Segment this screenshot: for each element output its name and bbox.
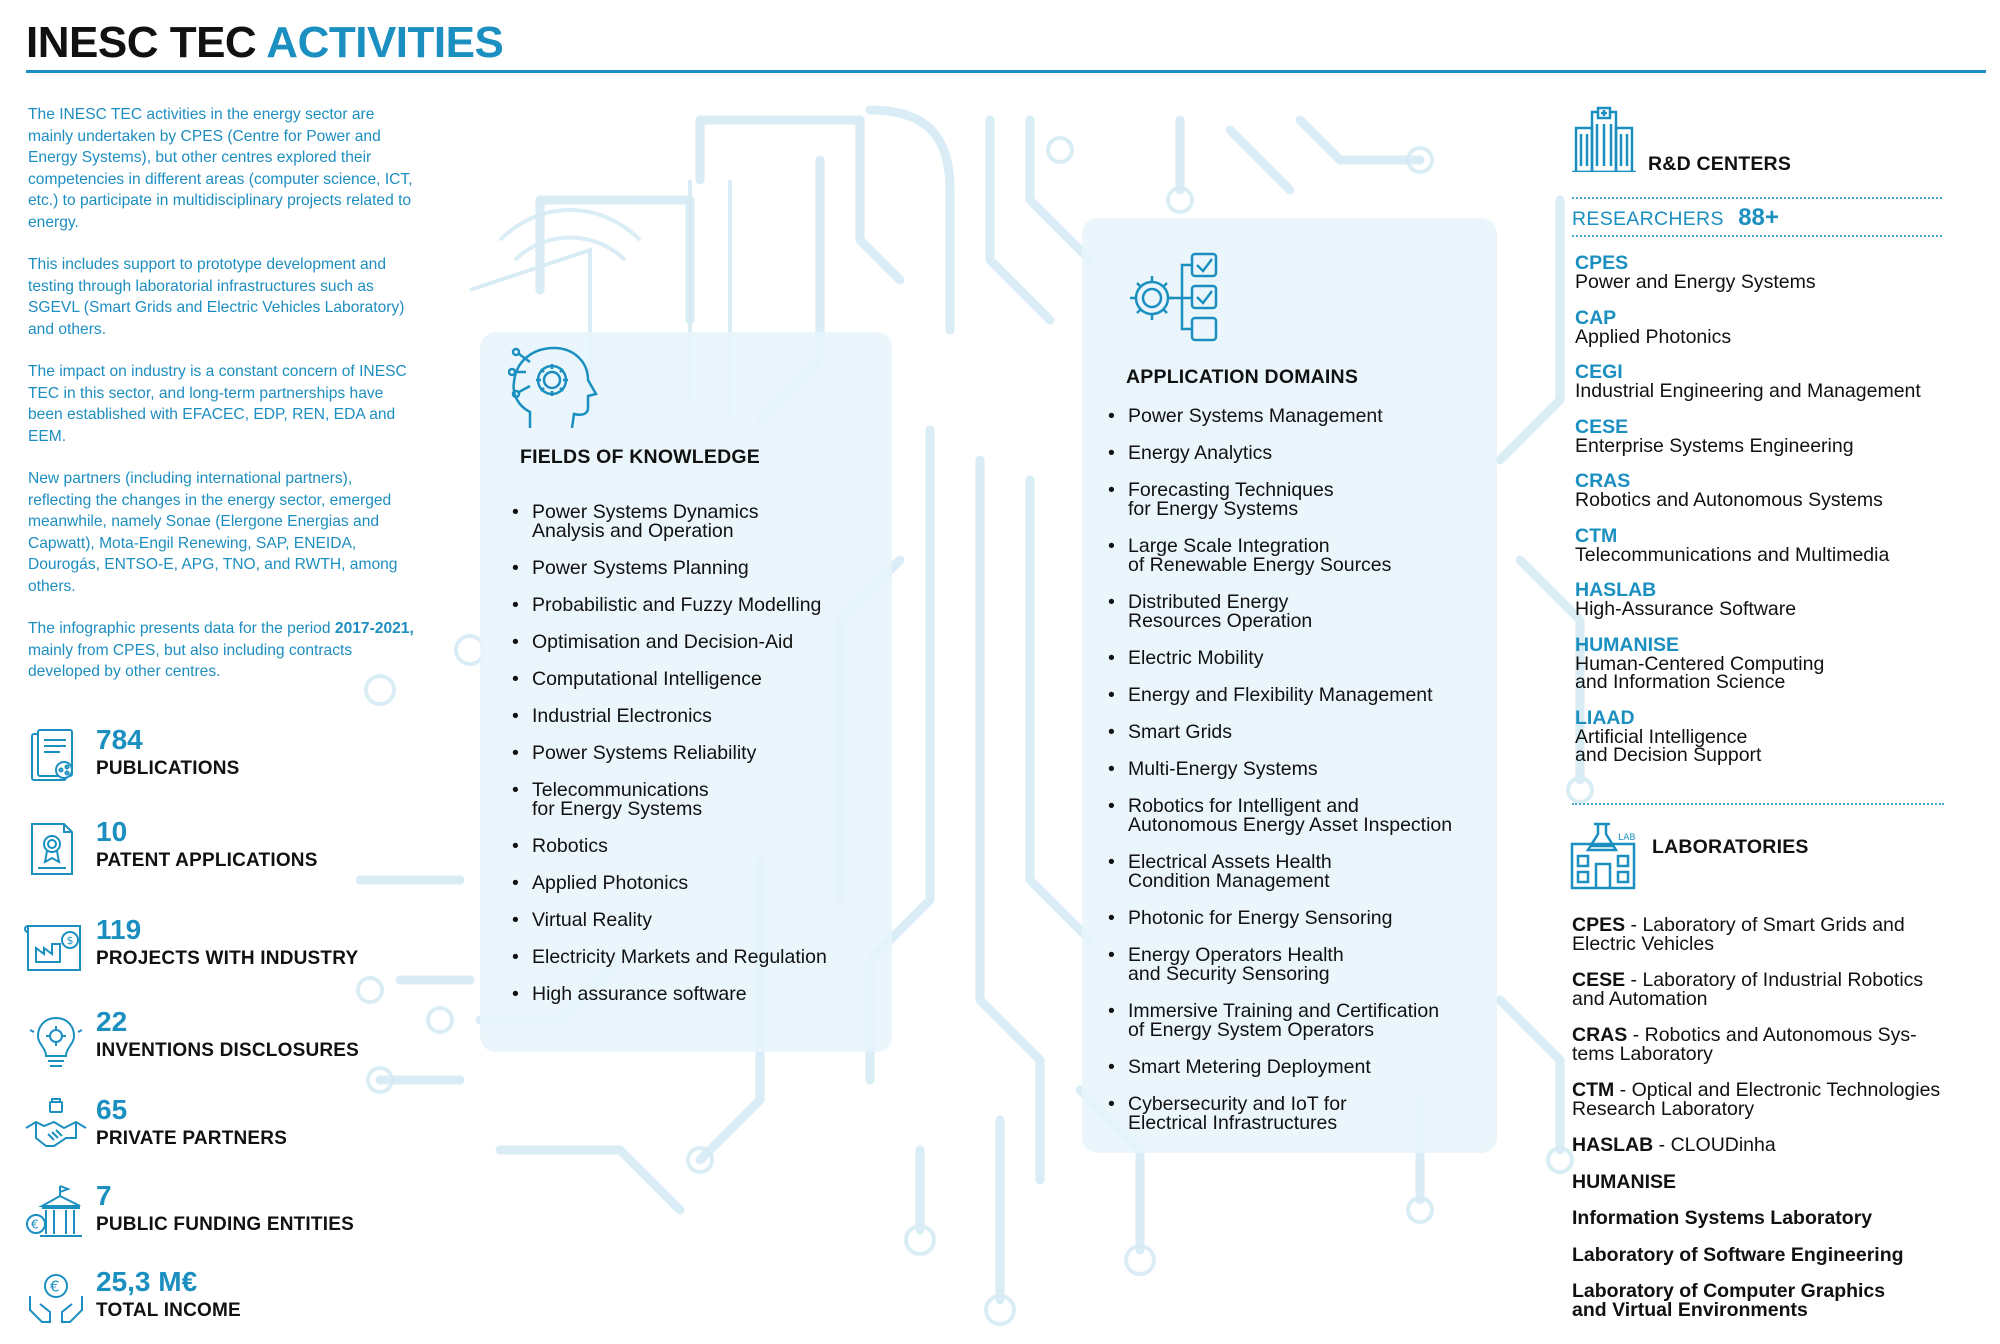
list-item-line: for Energy Systems: [532, 798, 703, 820]
center-item: [1575, 254, 1975, 292]
list-item: [512, 559, 882, 578]
centers-list: [1575, 254, 1975, 782]
list-item-line: • Smart Grids: [1128, 721, 1233, 743]
lab-abbr: HASLAB: [1572, 1134, 1654, 1156]
stat-value: 7: [96, 1180, 112, 1211]
list-item: [512, 781, 882, 819]
list-item: [512, 596, 882, 615]
list-item-line: Condition Management: [1128, 870, 1330, 892]
lab-abbr: CRAS: [1572, 1024, 1628, 1046]
list-item: [1108, 407, 1508, 426]
list-item-line: and Security Sensoring: [1128, 963, 1330, 985]
labs-heading: LABORATORIES: [1652, 836, 1809, 858]
center-abbr: CTM: [1575, 524, 1618, 547]
stat-label: PUBLIC FUNDING ENTITIES: [96, 1214, 354, 1235]
list-item: [1108, 1058, 1508, 1077]
intro-p5-pre: The infographic presents data for the period: [28, 620, 331, 637]
center-name: and Information Science: [1575, 671, 1786, 693]
lab-item: [1572, 1170, 1992, 1193]
list-item-line: • Optimisation and Decision-Aid: [532, 631, 794, 653]
list-item-line: • Probabilistic and Fuzzy Modelling: [532, 594, 822, 616]
center-abbr: CAP: [1575, 306, 1617, 329]
svg-text:€: €: [50, 1277, 60, 1296]
list-item: [512, 948, 882, 967]
list-item-line: • Energy Analytics: [1128, 442, 1273, 464]
title-part-1: INESC TEC: [26, 18, 257, 67]
list-item-line: • Immersive Training and Certification: [1128, 1000, 1440, 1022]
list-item-line: Analysis and Operation: [532, 520, 734, 542]
center-name: Industrial Engineering and Management: [1575, 380, 1921, 402]
lab-item: [1572, 1081, 1992, 1118]
list-item: [1108, 909, 1508, 928]
lab-item: [1572, 971, 1992, 1008]
lab-flask-icon: [1570, 820, 1642, 890]
list-item-line: • Applied Photonics: [532, 872, 689, 894]
center-item: [1575, 706, 1975, 766]
lab-text: Research Laboratory: [1572, 1097, 1755, 1120]
list-item-line: • Smart Metering Deployment: [1128, 1056, 1371, 1078]
handshake-icon: [24, 1098, 88, 1158]
fields-heading: FIELDS OF KNOWLEDGE: [520, 446, 760, 468]
intro-paragraph-5: [28, 618, 418, 683]
lab-abbr: CTM: [1572, 1079, 1615, 1101]
list-item: [1108, 760, 1508, 779]
intro-paragraph-3: The impact on industry is a constant concern of INESC TEC in this sector, and long-term partnerships have been established with EFACEC, EDP, REN, EDA and EEM.: [28, 363, 407, 445]
rd-building-icon: [1572, 106, 1636, 172]
list-item-line: • Multi-Energy Systems: [1128, 758, 1318, 780]
stat-total-income: [24, 1266, 444, 1332]
center-name: Telecommunications and Multimedia: [1575, 543, 1890, 566]
lab-separator: -: [1653, 1134, 1671, 1156]
lab-abbr: CPES: [1572, 914, 1626, 936]
lab-item: [1572, 916, 1992, 953]
stat-label: PROJECTS WITH INDUSTRY: [96, 948, 359, 969]
center-name: High-Assurance Software: [1575, 598, 1797, 620]
stat-publications: [24, 724, 444, 790]
center-abbr: CPES: [1575, 252, 1629, 274]
intro-paragraph-4: New partners (including international partners), reflecting the changes in the energy sector, emerged meanwhile, namely Sonae (Elergone Energias and Capwatt), Mota-Engil Renewing, SAP, ENEIDA, Dourogás, ENTSO-E, APG, TNO, and RWTH, among others.: [28, 470, 398, 595]
list-item-line: • Forecasting Techniques: [1128, 479, 1334, 501]
gear-checklist-icon: [1124, 250, 1226, 350]
center-item: [1575, 633, 1975, 693]
lab-separator: -: [1627, 1024, 1645, 1046]
stat-value: 119: [96, 914, 142, 945]
list-item-line: • Power Systems Planning: [532, 557, 749, 579]
centers-heading: R&D CENTERS: [1648, 153, 1792, 175]
stat-value: 25,3 M€: [96, 1266, 198, 1297]
domains-heading: APPLICATION DOMAINS: [1126, 366, 1359, 388]
list-item-line: • Energy and Flexibility Management: [1128, 684, 1433, 706]
lab-separator: -: [1625, 969, 1643, 991]
lab-text: Laboratory of Software Engineering: [1572, 1243, 1904, 1266]
industry-projects-icon: [24, 918, 88, 978]
domains-list: [1108, 407, 1508, 1151]
svg-text:€: €: [31, 1217, 39, 1232]
stat-private-partners: [24, 1094, 444, 1160]
lab-text: CLOUDinha: [1670, 1134, 1776, 1156]
list-item-line: Electrical Infrastructures: [1128, 1112, 1338, 1134]
list-item-line: • Photonic for Energy Sensoring: [1128, 907, 1393, 929]
stat-value: 784: [96, 724, 143, 755]
list-item: [512, 670, 882, 689]
stat-public-funding: [24, 1180, 444, 1246]
stat-label: INVENTIONS DISCLOSURES: [96, 1040, 360, 1061]
lab-abbr: CESE: [1572, 969, 1626, 991]
list-item: [1108, 649, 1508, 668]
center-abbr: LIAAD: [1575, 706, 1635, 729]
intro-p5-period: 2017-2021,: [334, 620, 414, 637]
labs-divider: [1572, 803, 1944, 805]
center-abbr: CRAS: [1575, 470, 1631, 492]
stat-label: TOTAL INCOME: [96, 1300, 241, 1321]
svg-text:$: $: [66, 934, 74, 947]
stat-label: PUBLICATIONS: [96, 758, 240, 779]
stat-industry-projects: [24, 914, 444, 980]
stat-label: PATENT APPLICATIONS: [96, 850, 318, 871]
intro-p5-post: mainly from CPES, but also including contracts developed by other centres.: [28, 641, 353, 680]
centers-divider-top: [1572, 197, 1942, 199]
list-item-line: Resources Operation: [1128, 610, 1313, 632]
list-item-line: • Large Scale Integration: [1128, 535, 1330, 557]
list-item: [1108, 853, 1508, 891]
center-name: Enterprise Systems Engineering: [1575, 434, 1854, 457]
list-item-line: of Renewable Energy Sources: [1128, 554, 1392, 576]
stat-patents: [24, 816, 444, 882]
list-item-line: of Energy System Operators: [1128, 1019, 1375, 1041]
center-name: Artificial Intelligence: [1575, 725, 1748, 748]
center-item: [1575, 306, 1975, 348]
list-item-line: • Telecommunications: [532, 779, 709, 801]
list-item-line: • Distributed Energy: [1128, 591, 1289, 613]
list-item-line: • Electricity Markets and Regulation: [532, 946, 827, 968]
publications-icon: [24, 728, 88, 788]
list-item-line: • Electrical Assets Health: [1128, 851, 1332, 873]
stat-value: 22: [96, 1006, 128, 1037]
lab-item: [1572, 1243, 1992, 1266]
center-item: [1575, 581, 1975, 619]
list-item: [1108, 1095, 1508, 1133]
list-item-line: • Power Systems Dynamics: [532, 501, 759, 523]
lab-separator: -: [1614, 1079, 1632, 1101]
list-item: [512, 837, 882, 856]
list-item-line: • Robotics for Intelligent and: [1128, 795, 1359, 817]
stat-label: PRIVATE PARTNERS: [96, 1128, 288, 1149]
lab-item: [1572, 1282, 1992, 1319]
researchers-label: RESEARCHERS: [1572, 208, 1724, 230]
lab-text: Laboratory of Industrial Robotics: [1642, 969, 1924, 991]
list-item: [512, 503, 882, 541]
center-name: Applied Photonics: [1575, 325, 1732, 348]
list-item: [1108, 481, 1508, 519]
page-title: [26, 18, 503, 68]
center-item: [1575, 415, 1975, 457]
list-item: [1108, 686, 1508, 705]
list-item-line: • Energy Operators Health: [1128, 944, 1344, 966]
lab-text: Laboratory of Computer Graphics: [1572, 1280, 1886, 1302]
list-item: [1108, 1002, 1508, 1040]
centers-divider-bottom: [1572, 235, 1942, 237]
center-name: Robotics and Autonomous Systems: [1575, 489, 1883, 511]
intro-paragraph-1: The INESC TEC activities in the energy sector are mainly undertaken by CPES (Centre for Power and Energy Systems), but other centres explored their competencies in different areas (computer science, ICT, etc.) to participate in multidisciplinary projects related to energy.: [28, 106, 413, 231]
svg-text:LAB: LAB: [1618, 833, 1636, 843]
list-item: [512, 985, 882, 1004]
title-part-2: ACTIVITIES: [266, 18, 504, 67]
center-name: Power and Energy Systems: [1575, 271, 1816, 293]
list-item-line: • Virtual Reality: [532, 909, 652, 931]
list-item: [512, 633, 882, 652]
center-item: [1575, 363, 1975, 401]
list-item-line: Autonomous Energy Asset Inspection: [1128, 814, 1453, 836]
center-abbr: CESE: [1575, 415, 1629, 438]
lab-text: Information Systems Laboratory: [1572, 1207, 1873, 1229]
lightbulb-icon: [24, 1010, 88, 1070]
list-item: [512, 911, 882, 930]
lab-text: tems Laboratory: [1572, 1042, 1713, 1065]
labs-list: [1572, 916, 1992, 1337]
center-abbr: HUMANISE: [1575, 633, 1680, 656]
list-item-line: • Cybersecurity and IoT for: [1128, 1093, 1347, 1115]
list-item: [1108, 593, 1508, 631]
center-abbr: CEGI: [1575, 361, 1623, 383]
list-item: [1108, 797, 1508, 835]
list-item: [512, 744, 882, 763]
lab-text: Laboratory of Smart Grids and: [1642, 914, 1905, 936]
stat-inventions: [24, 1006, 444, 1072]
lab-text: Robotics and Autonomous Sys-: [1644, 1024, 1917, 1046]
lab-item: [1572, 1136, 1992, 1155]
stat-value: 65: [96, 1094, 128, 1125]
list-item-line: • Industrial Electronics: [532, 705, 712, 727]
head-gear-icon: [508, 342, 600, 434]
center-name: and Decision Support: [1575, 744, 1762, 766]
lab-item: [1572, 1026, 1992, 1063]
center-item: [1575, 472, 1975, 510]
fields-list: [512, 503, 882, 1022]
list-item-line: • Power Systems Reliability: [532, 742, 757, 764]
title-divider: [26, 70, 1986, 73]
center-item: [1575, 524, 1975, 566]
list-item: [1108, 946, 1508, 984]
list-item: [1108, 444, 1508, 463]
list-item: [512, 874, 882, 893]
list-item-line: • Computational Intelligence: [532, 668, 762, 690]
income-hands-icon: [24, 1270, 88, 1330]
list-item-line: • High assurance software: [532, 983, 747, 1005]
researchers-value: 88+: [1738, 204, 1779, 231]
list-item: [1108, 723, 1508, 742]
list-item-line: for Energy Systems: [1128, 498, 1299, 520]
intro-paragraph-2: This includes support to prototype development and testing through laboratorial infrastructures such as SGEVL (Smart Grids and Electric Vehicles Laboratory) and others.: [28, 256, 405, 338]
lab-text: Optical and Electronic Technologies: [1631, 1079, 1941, 1101]
center-abbr: HASLAB: [1575, 579, 1657, 601]
list-item: [1108, 537, 1508, 575]
lab-separator: -: [1625, 914, 1643, 936]
researchers-row: [1572, 204, 1779, 232]
lab-item: [1572, 1209, 1992, 1228]
lab-text: HUMANISE: [1572, 1170, 1677, 1193]
lab-text: and Virtual Environments: [1572, 1298, 1808, 1321]
intro-text: [28, 104, 418, 704]
patent-icon: [24, 820, 88, 880]
lab-text: and Automation: [1572, 987, 1708, 1010]
public-building-icon: [24, 1184, 88, 1244]
list-item-line: • Power Systems Management: [1128, 405, 1383, 427]
center-name: Human-Centered Computing: [1575, 652, 1825, 675]
list-item-line: • Electric Mobility: [1128, 647, 1264, 669]
list-item-line: • Robotics: [532, 835, 608, 857]
stat-value: 10: [96, 816, 128, 847]
lab-text: Electric Vehicles: [1572, 932, 1714, 955]
list-item: [512, 707, 882, 726]
